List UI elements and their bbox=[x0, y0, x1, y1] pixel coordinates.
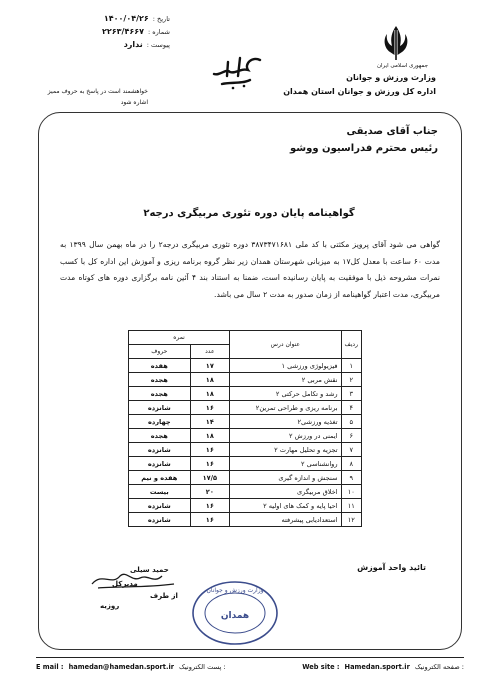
education-unit-confirmation: تائید واحد آموزش bbox=[357, 563, 426, 572]
header-grade-words: حروف bbox=[129, 345, 191, 359]
course-name-cell: تجزیه و تحلیل مهارت ۲ bbox=[230, 443, 341, 457]
certificate-body: گواهی می شود آقای پرویز مکثتی با کد ملی ۳۸۷۳۴۷۱۶۸۱ دوره تئوری مربیگری درجه۲ را در ماه بهمن سال ۱۳۹۹ به مدت ۶۰ ساعت با معدل کل۱۷ به میزبانی شهرستان همدان زیر نظر گروه برنامه ریزی و آموزش این اداره کل با کسب نمرات مشروحه ذیل با موفقیت به پایان رسانیده است، ضمنا به استناد بند ۴ آئین نامه برگزاری دوره های کوتاه مدت مربیگری، مدت اعتبار گواهینامه از زمان صدور به مدت ۲ سال می باشد. bbox=[60, 240, 440, 299]
email-label: E mail : bbox=[36, 663, 64, 671]
grade-words-cell: هجده bbox=[129, 429, 191, 443]
grade-number-cell: ۱۷ bbox=[190, 359, 230, 373]
course-name-cell: رشد و تکامل حرکتی ۲ bbox=[230, 387, 341, 401]
row-number-cell: ۱۱ bbox=[341, 499, 361, 513]
grade-number-cell: ۲۰ bbox=[190, 485, 230, 499]
grade-number-cell: ۱۴ bbox=[190, 415, 230, 429]
header-grade-number: عدد bbox=[190, 345, 230, 359]
table-row bbox=[129, 359, 362, 373]
grade-number-cell: ۱۶ bbox=[190, 499, 230, 513]
attachment-value: ندارد bbox=[123, 40, 143, 49]
signer-day: روزبه bbox=[100, 602, 120, 610]
date-label: تاریخ : bbox=[152, 14, 170, 23]
grade-words-cell: هجده bbox=[129, 387, 191, 401]
row-number-cell: ۴ bbox=[341, 401, 361, 415]
table-row bbox=[129, 513, 362, 527]
table-row bbox=[129, 429, 362, 443]
grade-number-cell: ۱۸ bbox=[190, 387, 230, 401]
row-number-cell: ۱۰ bbox=[341, 485, 361, 499]
signer-role: مدیرکل bbox=[112, 580, 138, 588]
course-name-cell: روانشناسی ۲ bbox=[230, 457, 341, 471]
website-address[interactable]: Hamedan.sport.ir bbox=[344, 663, 410, 671]
table-row bbox=[129, 485, 362, 499]
grade-words-cell: شانزده bbox=[129, 513, 191, 527]
grade-number-cell: ۱۶ bbox=[190, 513, 230, 527]
course-name-cell: ایمنی در ورزش ۲ bbox=[230, 429, 341, 443]
row-number-cell: ۵ bbox=[341, 415, 361, 429]
signer-name: حمید سیلی bbox=[130, 566, 169, 574]
recipient-title: رئیس محترم فدراسیون ووشو bbox=[290, 143, 438, 154]
slogan-calligraphy bbox=[200, 50, 270, 90]
certificate-title: گواهینامه پایان دوره تئوری مربیگری درجه۲ bbox=[143, 208, 355, 219]
row-number-cell: ۹ bbox=[341, 471, 361, 485]
website-label-fa: صفحه الکترونیک : bbox=[414, 663, 464, 671]
course-name-cell: احیا پایه و کمک های اولیه ۲ bbox=[230, 499, 341, 513]
email-address[interactable]: hamedan@hamedan.sport.ir bbox=[68, 663, 174, 671]
grade-number-cell: ۱۷/۵ bbox=[190, 471, 230, 485]
table-row bbox=[129, 499, 362, 513]
ministry-name: وزارت ورزش و جوانان bbox=[346, 73, 436, 82]
table-row bbox=[129, 443, 362, 457]
grade-words-cell: هفده bbox=[129, 359, 191, 373]
date-value: ۱۴۰۰/۰۴/۲۶ bbox=[103, 14, 149, 23]
header-row-number: ردیف bbox=[341, 331, 361, 359]
grade-words-cell: شانزده bbox=[129, 443, 191, 457]
row-number-cell: ۸ bbox=[341, 457, 361, 471]
number-label: شماره : bbox=[148, 27, 170, 36]
row-number-cell: ۶ bbox=[341, 429, 361, 443]
number-value: ۲۲۶۳/۴۶۶۷ bbox=[102, 27, 144, 36]
office-name: اداره کل ورزش و جوانان استان همدان bbox=[283, 87, 436, 96]
row-number-cell: ۷ bbox=[341, 443, 361, 457]
reply-note-line1: خواهشمند است در پاسخ به حروف ممیز bbox=[47, 88, 148, 95]
grades-table bbox=[128, 330, 362, 527]
recipient-name: جناب آقای صدیقی bbox=[346, 126, 438, 137]
course-name-cell: فیزیولوژی ورزشی ۱ bbox=[230, 359, 341, 373]
grade-number-cell: ۱۶ bbox=[190, 443, 230, 457]
grade-words-cell: هجده bbox=[129, 373, 191, 387]
grade-words-cell: شانزده bbox=[129, 401, 191, 415]
grade-number-cell: ۱۶ bbox=[190, 401, 230, 415]
on-behalf-label: از طرف bbox=[150, 592, 178, 600]
table-row bbox=[129, 401, 362, 415]
footer bbox=[36, 660, 464, 674]
course-name-cell: استعدادیابی پیشرفته bbox=[230, 513, 341, 527]
course-name-cell: تغذیه ورزشی۲ bbox=[230, 415, 341, 429]
course-name-cell: اخلاق مربیگری bbox=[230, 485, 341, 499]
course-name-cell: نقش مربی ۲ bbox=[230, 373, 341, 387]
grade-words-cell: هفده و نیم bbox=[129, 471, 191, 485]
letter-meta bbox=[30, 12, 170, 51]
stamp-line2: همدان bbox=[220, 611, 250, 621]
stamp-line1: وزارت ورزش و جوانان bbox=[206, 587, 264, 594]
header-course: عنوان درس bbox=[230, 331, 341, 359]
header-grade: نمره bbox=[129, 331, 230, 345]
grade-words-cell: بیست bbox=[129, 485, 191, 499]
table-row bbox=[129, 387, 362, 401]
table-row bbox=[129, 415, 362, 429]
reply-note-line2: اشاره شود bbox=[120, 99, 148, 106]
row-number-cell: ۳ bbox=[341, 387, 361, 401]
email-label-fa: پست الکترونیک : bbox=[178, 663, 226, 671]
row-number-cell: ۱ bbox=[341, 359, 361, 373]
row-number-cell: ۱۲ bbox=[341, 513, 361, 527]
iran-emblem-icon bbox=[378, 22, 414, 62]
attachment-label: پیوست : bbox=[146, 40, 170, 49]
course-name-cell: سنجش و اندازه گیری bbox=[230, 471, 341, 485]
footer-divider bbox=[36, 657, 464, 658]
table-row bbox=[129, 457, 362, 471]
table-row bbox=[129, 471, 362, 485]
grade-words-cell: شانزده bbox=[129, 499, 191, 513]
grade-words-cell: چهارده bbox=[129, 415, 191, 429]
grade-number-cell: ۱۸ bbox=[190, 429, 230, 443]
republic-line: جمهوری اسلامی ایران bbox=[376, 63, 428, 69]
grade-words-cell: شانزده bbox=[129, 457, 191, 471]
row-number-cell: ۲ bbox=[341, 373, 361, 387]
grade-number-cell: ۱۸ bbox=[190, 373, 230, 387]
official-stamp bbox=[190, 580, 280, 646]
grade-number-cell: ۱۶ bbox=[190, 457, 230, 471]
table-row bbox=[129, 373, 362, 387]
website-label: Web site : bbox=[302, 663, 340, 671]
course-name-cell: برنامه ریزی و طراحی تمرین۲ bbox=[230, 401, 341, 415]
